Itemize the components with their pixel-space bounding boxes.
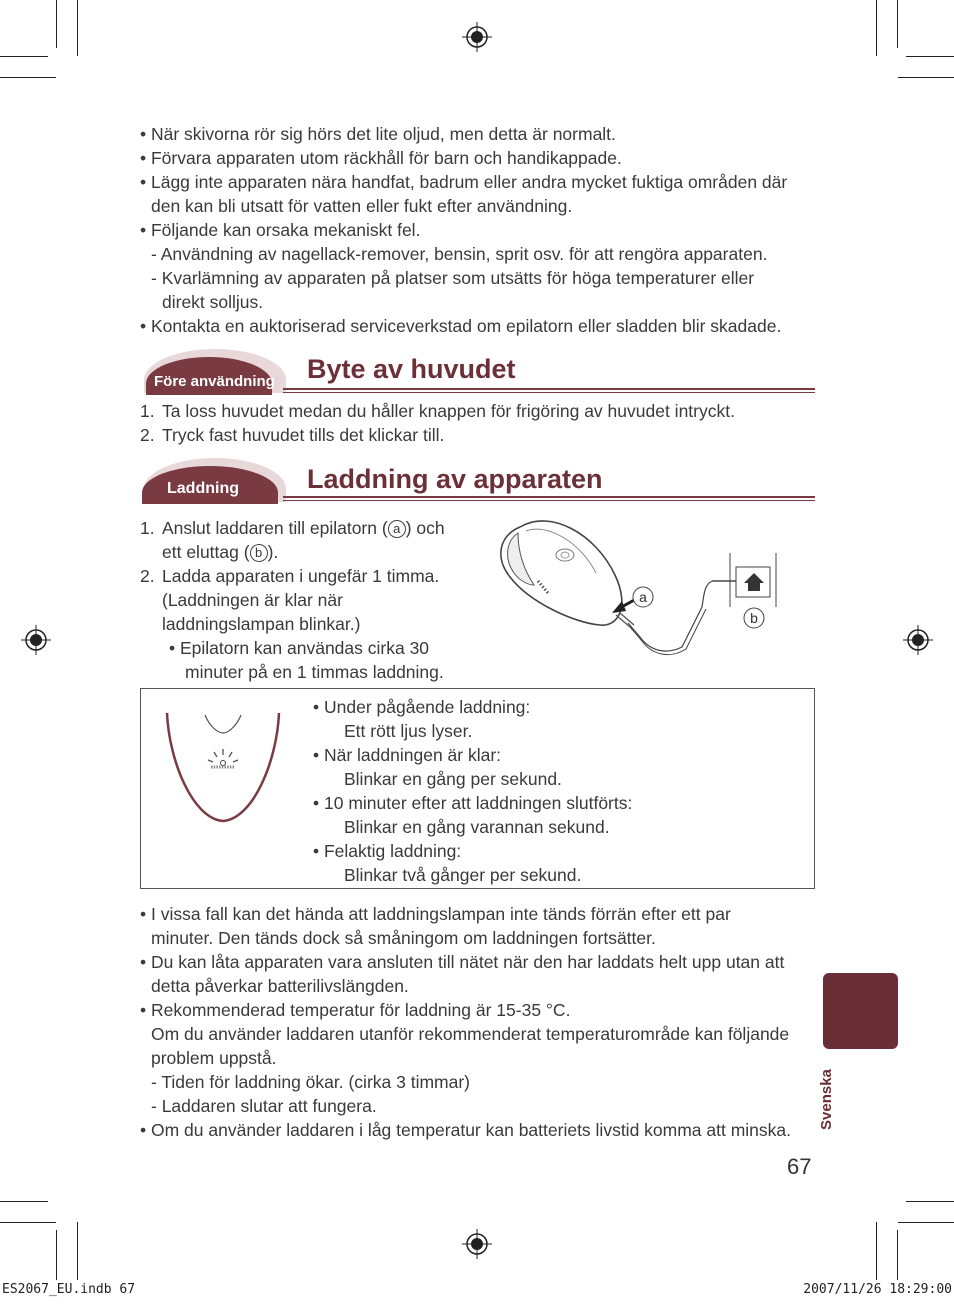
language-label: Svenska [818, 1069, 835, 1130]
section-rule [283, 496, 815, 501]
bullet-line: - Kvarlämning av apparaten på platser som utsätts för höga temperaturer eller [151, 268, 755, 288]
status-detail: Blinkar en gång varannan sekund. [344, 817, 610, 837]
bullet-line: minuter. Den tänds dock så småningom om laddningen fortsätter. [151, 928, 656, 948]
section-title: Laddning av apparaten [307, 464, 603, 494]
status-head: • 10 minuter efter att laddningen slutförts: [313, 793, 633, 813]
language-side-tab [823, 973, 898, 1049]
crop-mark [77, 1222, 78, 1280]
figure-label-a: a [639, 589, 647, 605]
crop-mark [56, 0, 57, 48]
top-bullet-list [140, 122, 787, 338]
list-item: ett eluttag ( b ). [162, 542, 279, 562]
bullet-line: • Följande kan orsaka mekaniskt fel. [140, 220, 421, 240]
bullet-line: • När skivorna rör sig hörs det lite oljud, men detta är normalt. [140, 124, 616, 144]
list-item: laddningslampan blinkar.) [162, 614, 361, 634]
crop-mark [898, 77, 954, 78]
section-rule [283, 388, 815, 393]
registration-mark-icon [462, 22, 492, 52]
registration-mark-icon [903, 625, 933, 655]
crop-mark [0, 1222, 56, 1223]
section-header-charging [140, 458, 815, 504]
status-head: • När laddningen är klar: [313, 745, 502, 765]
crop-mark [897, 1230, 898, 1280]
section-header-head-replacement [140, 349, 815, 395]
list-item: minuter på en 1 timmas laddning. [185, 662, 444, 682]
status-detail: Blinkar en gång per sekund. [344, 769, 562, 789]
bullet-line: • Du kan låta apparaten vara ansluten till nätet när den har laddats helt upp utan att [140, 952, 785, 972]
list-item: 1. Anslut laddaren till epilatorn ( a ) och [140, 518, 445, 538]
bullet-line: Om du använder laddaren utanför rekommenderat temperaturområde kan följande [151, 1024, 790, 1044]
crop-mark [906, 56, 954, 57]
section-title: Byte av huvudet [307, 354, 516, 384]
print-footer-left: ES2067_EU.indb 67 [2, 1282, 136, 1297]
crop-mark [77, 0, 78, 56]
list-item: 2. Tryck fast huvudet tills det klickar till. [140, 425, 445, 445]
status-detail: Ett rött ljus lyser. [344, 721, 473, 741]
bullet-line: - Laddaren slutar att fungera. [151, 1096, 377, 1116]
status-head: • Under pågående laddning: [313, 697, 531, 717]
crop-mark [876, 0, 877, 56]
bullet-line: direkt solljus. [162, 292, 264, 312]
bullet-line: • Om du använder laddaren i låg temperatur kan batteriets livstid komma att minska. [140, 1120, 792, 1140]
head-replacement-steps [140, 399, 735, 447]
bullet-line: • I vissa fall kan det hända att laddningslampan inte tänds förrän efter ett par [140, 904, 731, 924]
charging-lamp-illustration [163, 711, 283, 823]
list-item: • Epilatorn kan användas cirka 30 [169, 638, 430, 658]
list-item: 1. Ta loss huvudet medan du håller knappen för frigöring av huvudet intryckt. [140, 401, 735, 421]
crop-mark [876, 1222, 877, 1280]
bullet-line: - Tiden för laddning ökar. (cirka 3 timmar) [151, 1072, 471, 1092]
bullet-line: • Förvara apparaten utom räckhåll för barn och handikappade. [140, 148, 622, 168]
bullet-line: • Lägg inte apparaten nära handfat, badrum eller andra mycket fuktiga områden där [140, 172, 788, 192]
bottom-bullet-list [140, 902, 791, 1142]
list-item: 2. Ladda apparaten i ungefär 1 timma. [140, 566, 440, 586]
crop-mark [897, 0, 898, 48]
charging-illustration [490, 515, 790, 660]
page-number: 67 [787, 1154, 812, 1179]
section-tab: Före användning [154, 373, 275, 390]
bullet-line: - Användning av nagellack-remover, bensin, sprit osv. för att rengöra apparaten. [151, 244, 768, 264]
bullet-line: problem uppstå. [151, 1048, 277, 1068]
status-detail: Blinkar två gånger per sekund. [344, 865, 582, 885]
crop-mark [56, 1230, 57, 1280]
list-item: (Laddningen är klar när [162, 590, 343, 610]
label-a-icon: a [388, 520, 406, 538]
status-head: • Felaktig laddning: [313, 841, 462, 861]
bullet-line: • Rekommenderad temperatur för laddning är 15-35 °C. [140, 1000, 571, 1020]
figure-label-b: b [750, 610, 758, 626]
charging-status-list [313, 695, 632, 887]
crop-mark [898, 1222, 954, 1223]
registration-mark-icon [21, 625, 51, 655]
label-b-icon: b [250, 544, 268, 562]
crop-mark [0, 1201, 48, 1202]
charging-steps [140, 516, 445, 684]
crop-mark [906, 1201, 954, 1202]
bullet-line: detta påverkar batterilivslängden. [151, 976, 409, 996]
charging-status-box [140, 688, 815, 889]
print-footer-right: 2007/11/26 18:29:00 [803, 1282, 952, 1297]
section-tab: Laddning [167, 480, 239, 497]
registration-mark-icon [462, 1229, 492, 1259]
bullet-line: den kan bli utsatt för vatten eller fukt efter användning. [151, 196, 573, 216]
crop-mark [0, 56, 48, 57]
bullet-line: • Kontakta en auktoriserad serviceverkstad om epilatorn eller sladden blir skadade. [140, 316, 782, 336]
crop-mark [0, 77, 56, 78]
